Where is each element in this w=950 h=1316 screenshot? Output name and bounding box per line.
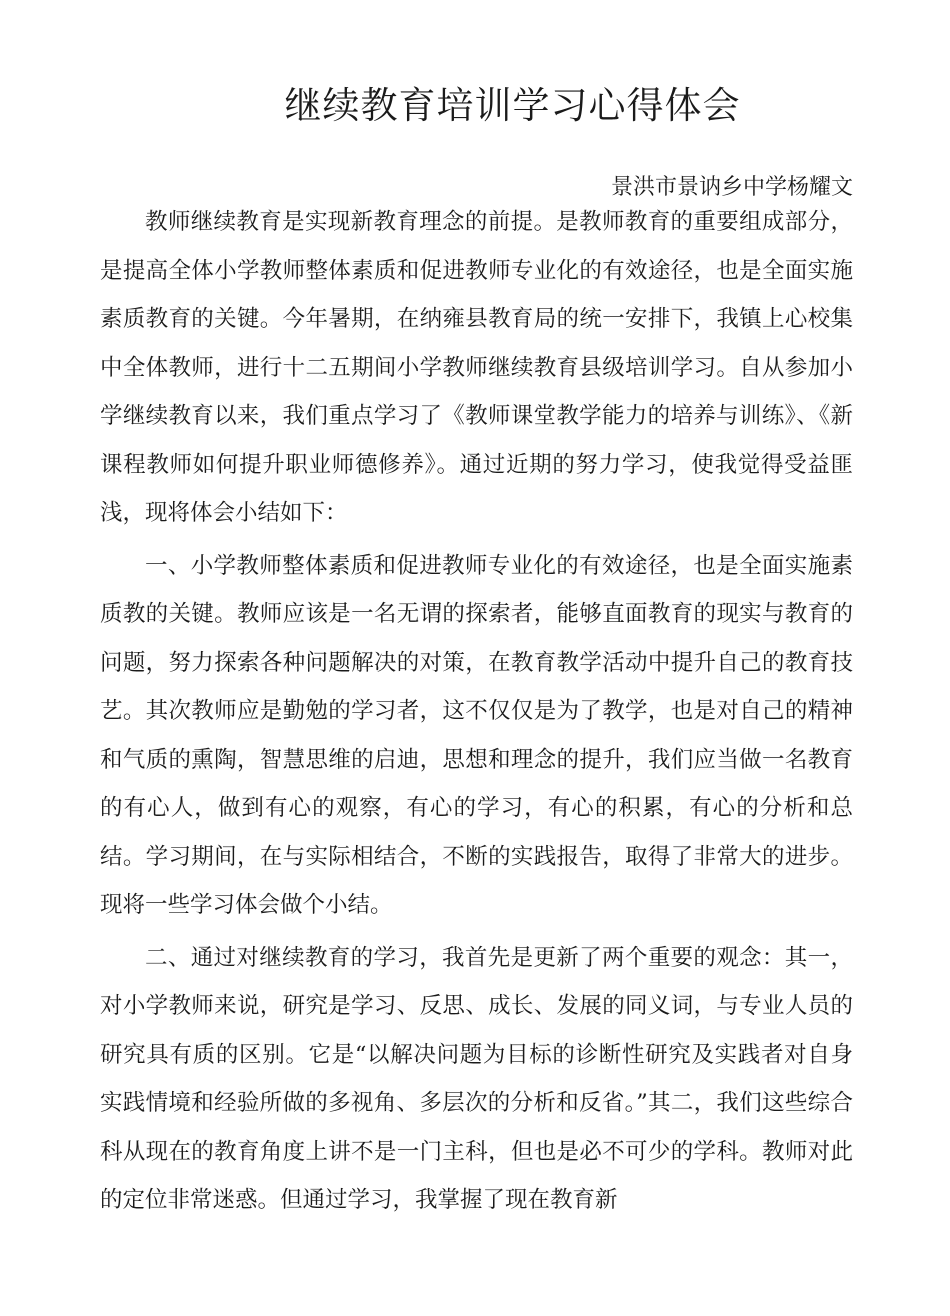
paragraph-section-2: 二、通过对继续教育的学习，我首先是更新了两个重要的观念：其一，对小学教师来说，研究是学习、反思、成长、发展的同义词，与专业人员的研究具有质的区别。它是“以解决问题为目标的诊断性研究及实践者对自身实践情境和经验所做的多视角、多层次的分析和反省。”其二，我们这些综合科从现在的教育角度上讲不是一门主科，但也是必不可少的学科。教师对此的定位非常迷惑。但通过学习，我掌握了现在教育新 bbox=[100, 944, 853, 1213]
author-line: 景洪市景讷乡中学杨耀文 bbox=[610, 175, 853, 200]
document-body bbox=[100, 198, 853, 1229]
paragraph-intro: 教师继续教育是实现新教育理念的前提。是教师教育的重要组成部分，是提高全体小学教师整体素质和促进教师专业化的有效途径，也是全面实施素质教育的关键。今年暑期，在纳雍县教育局的统一安排下，我镇上心校集中全体教师，进行十二五期间小学教师继续教育县级培训学习。自从参加小学继续教育以来，我们重点学习了《教师课堂教学能力的培养与训练》、《新课程教师如何提升职业师德修养》。通过近期的努力学习，使我觉得受益匪浅，现将体会小结如下： bbox=[100, 209, 853, 526]
document-title: 继续教育培训学习心得体会 bbox=[284, 84, 741, 127]
paragraph-section-1: 一、小学教师整体素质和促进教师专业化的有效途径，也是全面实施素质教的关键。教师应该是一名无谓的探索者，能够直面教育的现实与教育的问题，努力探索各种问题解决的对策，在教育教学活动中提升自己的教育技艺。其次教师应是勤勉的学习者，这不仅仅是为了教学，也是对自己的精神和气质的熏陶，智慧思维的启迪，思想和理念的提升，我们应当做一名教育的有心人，做到有心的观察，有心的学习，有心的积累，有心的分析和总结。学习期间，在与实际相结合，不断的实践报告，取得了非常大的进步。现将一些学习体会做个小结。 bbox=[100, 552, 853, 918]
